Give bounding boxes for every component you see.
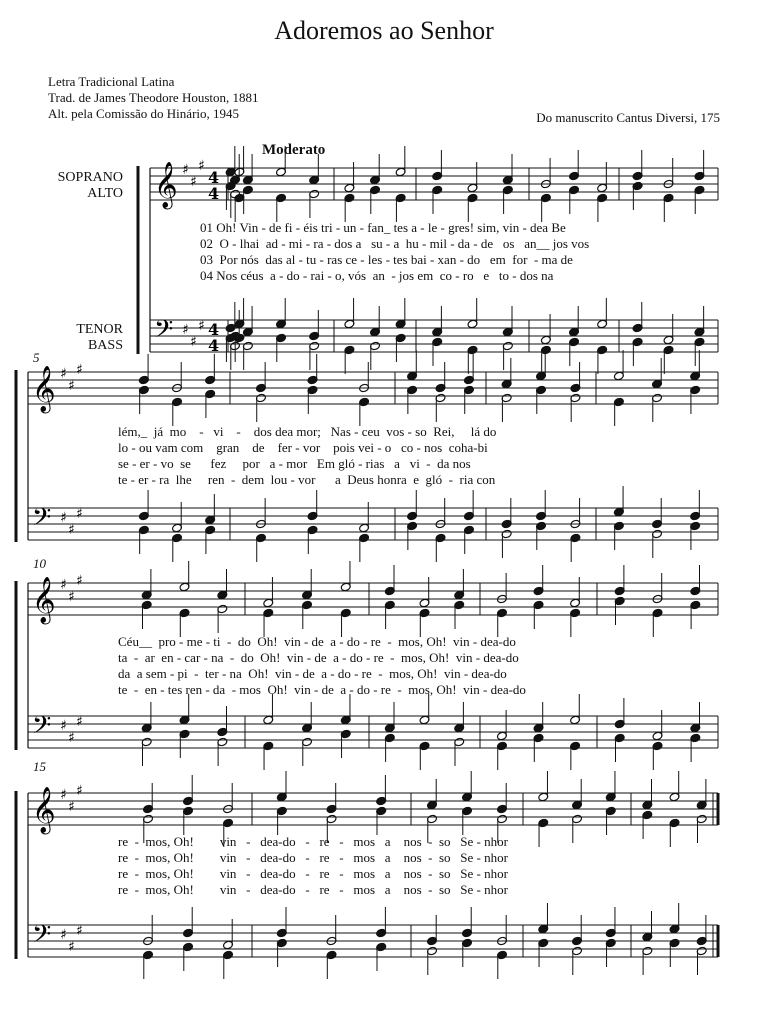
- voice-bass: BASS: [87, 338, 123, 353]
- sharp-icon: ♯: [60, 366, 67, 382]
- sharp-icon: ♯: [190, 334, 197, 350]
- sharp-icon: ♯: [190, 174, 197, 190]
- sharp-icon: ♯: [68, 378, 75, 394]
- lyric-line: te - er - ra lhe ren - dem lou - vor a Deus honra e gló - ria con: [118, 472, 496, 487]
- clef-icon: 𝄞: [154, 162, 178, 208]
- credit-line: Letra Tradicional Latina: [48, 74, 175, 89]
- measure-number: 5: [33, 350, 40, 365]
- clef-icon: 𝄢: [154, 315, 174, 350]
- sharp-icon: ♯: [60, 577, 67, 593]
- lyric-line: 03 Por nós das al - tu - ras ce - les - tes bai - xan - do em for - ma de: [200, 252, 573, 267]
- voice-soprano: SOPRANO: [57, 170, 123, 185]
- sharp-icon: ♯: [198, 158, 205, 174]
- lyric-line: 04 Nos céus a - do - rai - o, vós an - jos em co - ro e to - dos na: [200, 268, 554, 283]
- clef-icon: 𝄞: [32, 787, 56, 833]
- lyric-line: re - mos, Oh! vin - dea-do - re - mos a nos - so Se - nhor: [118, 882, 508, 897]
- sharp-icon: ♯: [76, 506, 83, 522]
- credit-line: Alt. pela Comissão do Hinário, 1945: [48, 106, 240, 121]
- sharp-icon: ♯: [68, 522, 75, 538]
- credit-source: Do manuscrito Cantus Diversi, 175: [536, 110, 720, 125]
- sharp-icon: ♯: [182, 322, 189, 338]
- voice-alto: ALTO: [87, 186, 123, 201]
- sharp-icon: ♯: [60, 718, 67, 734]
- sharp-icon: ♯: [198, 318, 205, 334]
- sharp-icon: ♯: [182, 162, 189, 178]
- lyric-line: re - mos, Oh! vin - dea-do - re - mos a nos - so Se - nhor: [118, 866, 508, 881]
- sharp-icon: ♯: [68, 730, 75, 746]
- time-signature-top: 4: [208, 320, 220, 339]
- sharp-icon: ♯: [76, 362, 83, 378]
- sharp-icon: ♯: [68, 589, 75, 605]
- lyric-line: se - er - vo se fez por a - mor Em gló - rias a vi - da nos: [118, 456, 471, 471]
- lyric-line: re - mos, Oh! vin - dea-do - re - mos a nos - so Se - nhor: [118, 834, 508, 849]
- clef-icon: 𝄞: [32, 366, 56, 412]
- clef-icon: 𝄢: [32, 503, 52, 538]
- lyric-line: lém,_ já mo - vi - dos dea mor; Nas - ceu vos - so Rei, lá do: [118, 424, 497, 439]
- clef-icon: 𝄢: [32, 711, 52, 746]
- lyric-line: Céu__ pro - me - ti - do Oh! vin - de a - do - re - mos, Oh! vin - dea-do: [118, 634, 516, 649]
- time-signature-bottom: 4: [208, 184, 220, 203]
- time-signature-bottom: 4: [208, 336, 220, 355]
- hymn-title: Adoremos ao Senhor: [274, 16, 494, 45]
- sharp-icon: ♯: [76, 923, 83, 939]
- sharp-icon: ♯: [76, 783, 83, 799]
- lyric-line: re - mos, Oh! vin - dea-do - re - mos a nos - so Se - nhor: [118, 850, 508, 865]
- sharp-icon: ♯: [60, 787, 67, 803]
- sharp-icon: ♯: [60, 927, 67, 943]
- lyric-line: da a sem - pi - ter - na Oh! vin - de a - do - re - mos, Oh! vin - dea-do: [118, 666, 507, 681]
- clef-icon: 𝄞: [32, 577, 56, 623]
- sharp-icon: ♯: [68, 799, 75, 815]
- sharp-icon: ♯: [76, 714, 83, 730]
- tempo-marking: Moderato: [262, 142, 326, 158]
- measure-number: 15: [33, 759, 46, 774]
- sharp-icon: ♯: [76, 573, 83, 589]
- time-signature-top: 4: [208, 168, 220, 187]
- lyric-line: 02 O - lhai ad - mi - ra - dos a su - a hu - mil - da - de os an__ jos vos: [200, 236, 590, 251]
- measure-number: 10: [33, 556, 46, 571]
- credit-line: Trad. de James Theodore Houston, 1881: [48, 90, 259, 105]
- clef-icon: 𝄢: [32, 920, 52, 955]
- lyric-line: te - en - tes ren - da - mos Oh! vin - de a - do - re - mos, Oh! vin - dea-do: [118, 682, 526, 697]
- lyric-line: lo - ou vam com gran de fer - vor pois vei - o co - nos coha-bi: [118, 440, 488, 455]
- sharp-icon: ♯: [68, 939, 75, 955]
- voice-tenor: TENOR: [76, 322, 123, 337]
- lyric-line: 01 Oh! Vin - de fi - éis tri - un - fan_ tes a - le - gres! sim, vin - dea Be: [200, 220, 566, 235]
- lyric-line: ta - ar en - car - na - do Oh! vin - de a - do - re - mos, Oh! vin - dea-do: [118, 650, 519, 665]
- sharp-icon: ♯: [60, 510, 67, 526]
